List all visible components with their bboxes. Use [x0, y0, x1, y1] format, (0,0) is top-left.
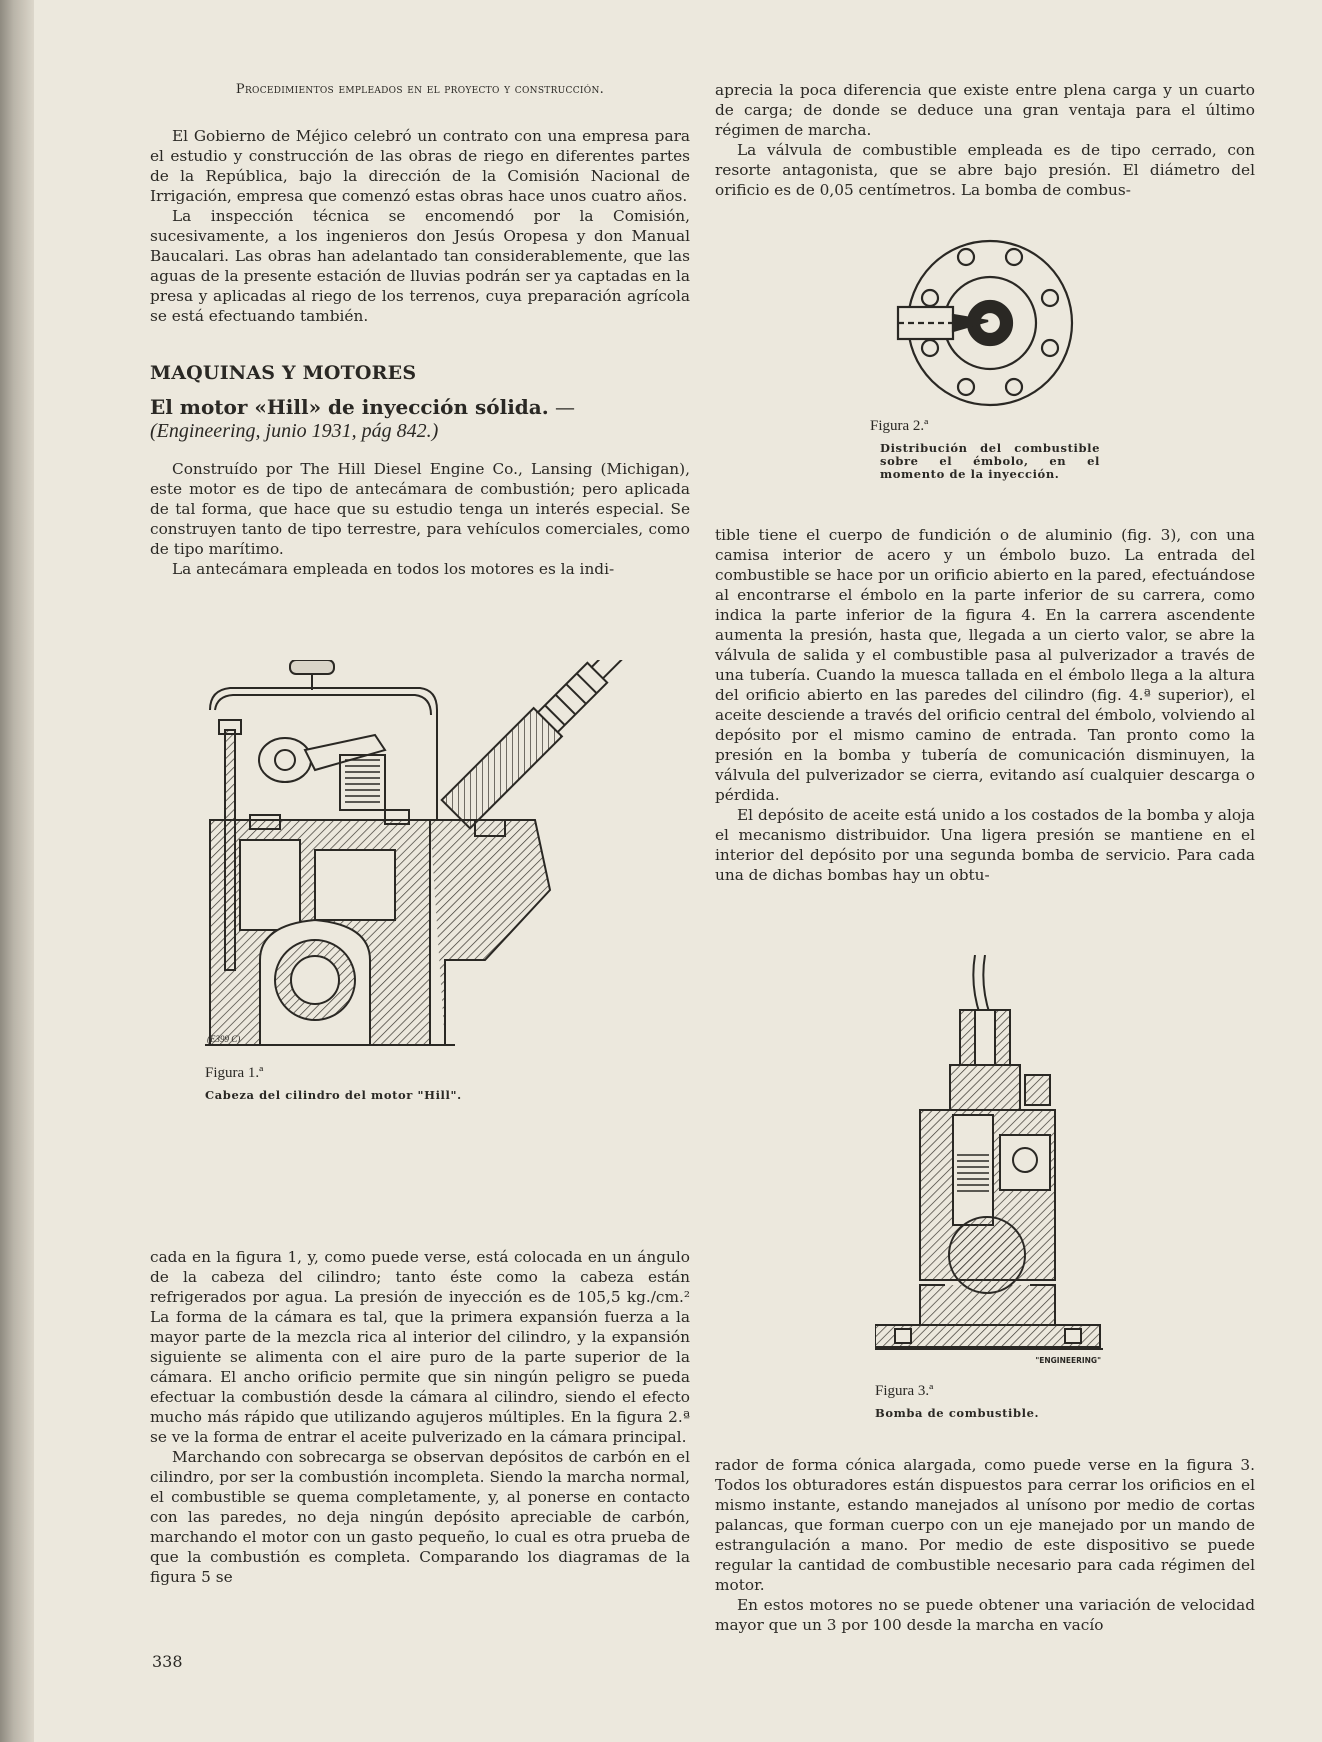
- body-paragraph-4: Marchando con sobrecarga se observan depósitos de carbón en el cilindro, por ser la combustión incompleta. Siendo la marcha normal, el combustible se quema completamente, y, al ponerse en contacto con las paredes, no deja ningún depósito apreciable de carbón, marchando el motor con un gasto pequeño, lo cual es otra prueba de que la combustión es completa. Comparando los diagramas de la figura 5 se: [150, 1448, 690, 1586]
- right-column-bottom: [715, 1455, 1255, 1635]
- right-paragraph-4: El depósito de aceite está unido a los costados de la bomba y aloja el mecanismo distribuidor. Una ligera presión se mantiene en el interior del depósito por una segunda bomba de servicio. Para cada una de dichas bombas hay un obtu-: [715, 806, 1255, 884]
- right-paragraph-5: rador de forma cónica alargada, como puede verse en la figura 3. Todos los obturadores están dispuestos para cerrar los orificios en el mismo instante, estando manejados al unísono por medio de cortas palancas, que forman cuerpo con un eje manejado por un mando de estrangulación a mano. Por medio de este dispositivo se puede regular la cantidad de combustible necesario para cada régimen del motor.: [715, 1456, 1255, 1594]
- right-paragraph-2: La válvula de combustible empleada es de tipo cerrado, con resorte antagonista, que se abre bajo presión. El diámetro del orificio es de 0,05 centímetros. La bomba de combus-: [715, 141, 1255, 199]
- right-column-middle: [715, 525, 1255, 885]
- body-paragraph-2: La antecámara empleada en todos los motores es la indi-: [172, 560, 615, 578]
- article-title: [150, 396, 690, 443]
- article-source-date: junio 1931, pág 842.): [260, 420, 439, 442]
- right-column: [715, 80, 1255, 200]
- article-title-text: El motor «Hill» de inyección sólida.: [150, 395, 549, 419]
- figure-3: [875, 955, 1105, 1420]
- figure-3-subcaption: Bomba de combustible.: [875, 1406, 1040, 1420]
- page-number: 338: [152, 1652, 183, 1671]
- figure-1-code: (E399 C): [207, 1034, 241, 1044]
- fuel-pump-drawing: [875, 955, 1105, 1375]
- injection-distribution-diagram: [870, 235, 1110, 410]
- cylinder-head-drawing: [205, 660, 655, 1055]
- figure-1-subcaption: Cabeza del cilindro del motor "Hill".: [205, 1088, 462, 1102]
- right-paragraph-3: tible tiene el cuerpo de fundición o de aluminio (fig. 3), con una camisa interior de acero y un émbolo buzo. La entrada del combustible se hace por un orificio abierto en la pared, efectuándose al encontrarse el émbolo en la parte inferior de su carrera, como indica la parte inferior de la figura 4. En la carrera ascendente aumenta la presión, hasta que, llegada a un cierto valor, se abre la válvula de salida y el combustible pasa al pulverizador a través de una tubería. Cuando la muesca tallada en el émbolo llega a la altura del orificio abierto en las paredes del cilindro (fig. 4.ª superior), el aceite desciende a través del orificio central del émbolo, volviendo al depósito por el mismo camino de entrada. Tan pronto como la presión en la bomba y tubería de comunicación disminuyen, la válvula del pulverizador se cierra, evitando así cualquier descarga o pérdida.: [715, 526, 1255, 804]
- right-paragraph-1: aprecia la poca diferencia que existe entre plena carga y un cuarto de carga; de donde se deduce una gran ventaja para el último régimen de marcha.: [715, 81, 1255, 139]
- article-title-dash: —: [548, 395, 576, 419]
- body-paragraph-3: cada en la figura 1, y, como puede verse, está colocada en un ángulo de la cabeza del cilindro; tanto éste como la cabeza están refrigerados por agua. La presión de inyección es de 105,5 kg./cm.² La forma de la cámara es tal, que la primera expansión fuerza a la mayor parte de la mezcla rica al interior del cilindro, y la expansión siguiente se alimenta con el aire puro de la parte superior de la cámara. El ancho orificio permite que sin ningún peligro se pueda efectuar la combustión desde la cámara al cilindro, siendo el efecto mucho más rápido que utilizando agujeros múltiples. En la figura 2.ª se ve la forma de entrar el aceite pulverizado en la cámara principal.: [150, 1248, 690, 1446]
- figure-1-caption: Figura 1.ª: [205, 1065, 264, 1081]
- body-paragraph-1: Construído por The Hill Diesel Engine Co., Lansing (Michigan), este motor es de tipo de antecámara de combustión; pero aplicada de tal forma, que hace que su estudio tenga un interés especial. Se construyen tanto de tipo terrestre, para vehículos comerciales, como de tipo marítimo.: [150, 460, 690, 558]
- right-paragraph-6: En estos motores no se puede obtener una variación de velocidad mayor que un 3 por 100 desde la marcha en vacío: [715, 1596, 1255, 1634]
- page-binding-shadow: [0, 0, 34, 1742]
- section-heading: MAQUINAS Y MOTORES: [150, 362, 417, 384]
- figure-3-caption: Figura 3.ª: [875, 1383, 934, 1399]
- left-column-bottom: [150, 1247, 690, 1587]
- figure-2: [870, 235, 1110, 481]
- figure-2-subcaption: Distribución del combustible sobre el émbolo, en el momento de la inyección.: [880, 441, 1100, 481]
- figure-2-caption: Figura 2.ª: [870, 418, 929, 434]
- left-column: [150, 80, 690, 579]
- intro-paragraph-2: La inspección técnica se encomendó por la Comisión, sucesivamente, a los ingenieros don Jesús Oropesa y don Manual Baucalari. Las obras han adelantado tan considerablemente, que las aguas de la presente estación de lluvias podrán ser ya captadas en la presa y aplicadas al riego de los terrenos, cuya preparación agrícola se está efectuando también.: [150, 207, 690, 325]
- figure-3-credit: "ENGINEERING": [1035, 1356, 1101, 1365]
- running-head: Procedimientos empleados en el proyecto y construcción.: [235, 82, 605, 97]
- article-source: (Engineering,: [150, 420, 261, 442]
- figure-1: [205, 660, 655, 1102]
- intro-paragraph-1: El Gobierno de Méjico celebró un contrato con una empresa para el estudio y construcción de las obras de riego en diferentes partes de la República, bajo la dirección de la Comisión Nacional de Irrigación, empresa que comenzó estas obras hace unos cuatro años.: [150, 127, 690, 205]
